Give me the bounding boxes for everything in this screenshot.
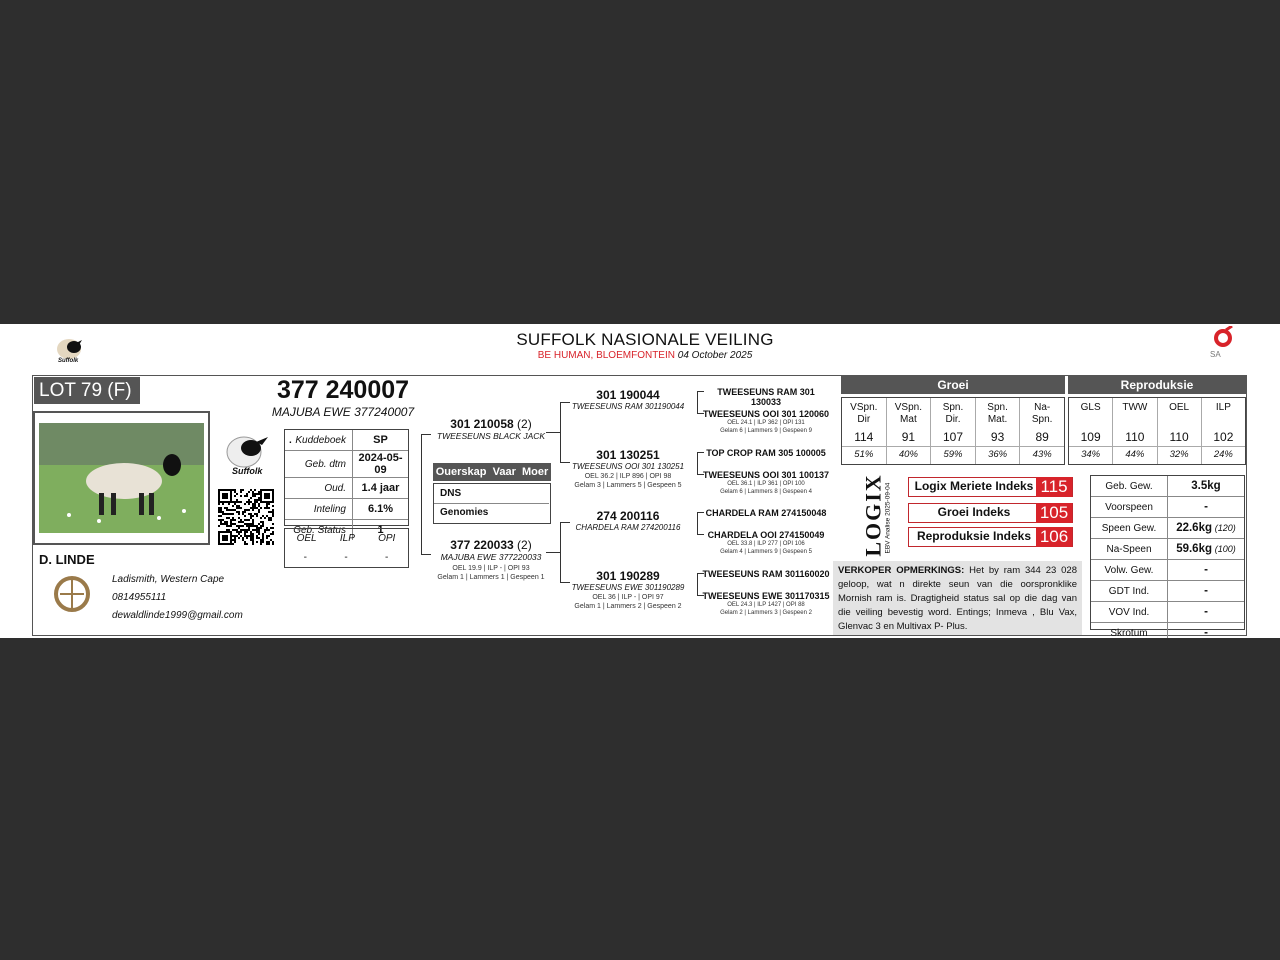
breeder-phone: 0814955111 — [112, 592, 167, 603]
pedigree-gen2-1 — [563, 388, 693, 411]
date: 04 October 2025 — [677, 350, 753, 361]
weight-extra: (120) — [1214, 523, 1236, 533]
weight-label: Na-Speen — [1091, 539, 1168, 560]
details-label-text: Oud. — [324, 482, 346, 494]
ebv-accuracy: 43% — [1032, 449, 1052, 460]
pedigree-gen3-5 — [702, 508, 830, 518]
ebv-accuracy: 32% — [1169, 449, 1189, 460]
ebv-repro-col — [1112, 398, 1156, 464]
pedigree-gen3-6 — [702, 530, 830, 556]
weight-cell — [1168, 497, 1245, 518]
ebv-accuracy: 24% — [1213, 449, 1233, 460]
dam-id: 377 220033 — [450, 538, 514, 552]
index-value: 105 — [1036, 503, 1072, 523]
gen3-name: TWEESEUNS OOI 301 120060 — [702, 409, 830, 419]
sa-logo-text: SA — [1210, 350, 1221, 359]
ebv-header: Spn. — [942, 402, 964, 413]
logix-index-1 — [908, 477, 1073, 497]
details-label-text: Inteling — [313, 503, 346, 515]
parentage-box — [433, 483, 551, 524]
details-dot: . — [289, 434, 292, 446]
ebv-accuracy: 51% — [854, 449, 874, 460]
dam-stats: OEL 19.9 | ILP - | OPI 93 — [452, 565, 530, 572]
gen3-name: TWEESEUNS RAM 301160020 — [702, 569, 830, 579]
pedigree-gen2-4 — [563, 569, 693, 611]
gen3-name: TWEESEUNS OOI 301 100137 — [702, 470, 830, 480]
weight-row — [1091, 518, 1244, 539]
ilp-header: ILP — [339, 533, 355, 544]
weight-row — [1091, 560, 1244, 581]
sire-count: (2) — [517, 417, 532, 431]
ebv-header: ILP — [1215, 402, 1231, 413]
details-row — [285, 499, 408, 520]
weight-row — [1091, 539, 1244, 560]
weights-table — [1090, 475, 1245, 638]
ebv-header: TWW — [1122, 402, 1148, 413]
weight-value: - — [1204, 501, 1208, 513]
gen2-2-name: TWEESEUNS OOI 301 130251 — [571, 462, 685, 471]
gen2-4-name: TWEESEUNS EWE 301190289 — [571, 583, 685, 592]
weight-value: 59.6kg — [1176, 543, 1212, 555]
weight-row — [1091, 623, 1244, 639]
weight-label: Speen Gew. — [1091, 518, 1168, 539]
pedigree-gen3-7 — [702, 569, 830, 579]
parentage-dns: DNS — [440, 488, 462, 499]
pedigree-gen2-3 — [563, 509, 693, 532]
details-label — [285, 478, 353, 499]
sire-name: TWEESEUNS BLACK JACK — [436, 431, 546, 441]
ebv-groei-col — [886, 398, 931, 464]
ebv-value: 110 — [1113, 428, 1156, 447]
ebv-value: 107 — [931, 428, 975, 447]
weight-cell — [1168, 623, 1245, 639]
ebv-value: 109 — [1069, 428, 1112, 447]
weight-row — [1091, 476, 1244, 497]
weight-label: VOV Ind. — [1091, 602, 1168, 623]
weight-cell — [1168, 581, 1245, 602]
gen3-name: CHARDELA RAM 274150048 — [705, 508, 827, 518]
weight-label: Geb. Gew. — [1091, 476, 1168, 497]
ebv-header: Na- — [1034, 402, 1051, 413]
remarks-text: Het by ram 344 23 028 geloop, wat n direkte seun van die oorspronklike Mornish ram is. Dragtigheid status sal op die dag van die veiling bevestig word. Entings; Inmeva , Blu Vax, Glenvac 3 en Multivax P- Plus. — [838, 565, 1077, 632]
logix-index-3 — [908, 527, 1073, 547]
lot-label: LOT 79 (F) — [34, 377, 140, 404]
sheep-photo — [39, 423, 204, 533]
logix-analysis: EBV Analise 2025-09-04 — [884, 482, 892, 554]
weight-value: - — [1204, 585, 1208, 597]
oel-header: OEL — [296, 533, 317, 544]
ebv-repro-box — [1068, 397, 1246, 465]
pedigree-gen3-3 — [702, 448, 830, 458]
ebv-accuracy: 34% — [1081, 449, 1101, 460]
oel-ilp-opi-box — [284, 528, 409, 568]
suffolk-breed-logo — [220, 430, 276, 476]
details-label — [285, 451, 353, 478]
logix-brand: LOGIX — [860, 473, 886, 557]
ebv-groei-col — [930, 398, 975, 464]
qr-code — [218, 489, 274, 545]
index-label: Logix Meriete Indeks — [914, 479, 1034, 493]
index-label: Groei Indeks — [937, 505, 1011, 519]
index-value: 106 — [1036, 527, 1072, 547]
index-label: Reproduksie Indeks — [916, 529, 1032, 543]
gen3-stats: OEL 36.1 | ILP 361 | OPI 100 — [727, 481, 805, 487]
dam — [426, 538, 556, 582]
parentage-genomies: Genomies — [440, 507, 489, 518]
pedigree-gen2-2 — [563, 448, 693, 490]
opi-header: OPI — [378, 533, 396, 544]
weight-label: Volw. Gew. — [1091, 560, 1168, 581]
details-value: 6.1% — [353, 499, 409, 520]
oel-value: - — [303, 552, 307, 563]
index-value: 115 — [1036, 477, 1072, 497]
weight-value: - — [1204, 606, 1208, 618]
pedigree-gen3-1 — [702, 387, 830, 407]
gen3-stats2: Gelam 4 | Lammers 9 | Gespeen 5 — [720, 549, 812, 555]
lot-card — [0, 324, 1280, 638]
ebv-repro-col — [1069, 398, 1112, 464]
page-title: SUFFOLK NASIONALE VEILING — [516, 330, 774, 349]
breeder-logo — [50, 572, 94, 616]
weight-extra: (100) — [1214, 544, 1236, 554]
ilp-value: - — [344, 552, 348, 563]
details-row — [285, 451, 408, 478]
weight-value: 22.6kg — [1176, 522, 1212, 534]
weight-cell — [1168, 518, 1245, 539]
ebv-groei-col — [975, 398, 1020, 464]
gen3-name: TOP CROP RAM 305 100005 — [706, 448, 826, 458]
weight-label: Skrotum — [1091, 623, 1168, 639]
ebv-value: 114 — [842, 428, 886, 447]
gen2-3-name: CHARDELA RAM 274200116 — [575, 523, 681, 532]
details-label — [285, 430, 353, 451]
ebv-header2: Dir — [857, 414, 871, 425]
suffolk-logo-text: Suffolk — [58, 358, 79, 364]
weight-value: - — [1204, 627, 1208, 638]
ebv-header: OEL — [1169, 402, 1190, 413]
weight-cell — [1168, 476, 1245, 497]
gen3-stats: OEL 24.3 | ILP 1427 | OPI 88 — [727, 602, 805, 608]
gen2-4-stats2: Gelam 1 | Lammers 2 | Gespeen 2 — [574, 603, 682, 610]
ebv-accuracy: 36% — [988, 449, 1008, 460]
ebv-repro-col — [1157, 398, 1201, 464]
gen2-2-id: 301 130251 — [596, 448, 660, 462]
suffolk-logo-top — [54, 332, 86, 364]
dam-stats2: Gelam 1 | Lammers 1 | Gespeen 1 — [437, 574, 545, 581]
dam-name: MAJUBA EWE 377220033 — [440, 552, 542, 562]
details-label-text: Geb. Status — [293, 524, 346, 536]
breeder-email: dewaldlinde1999@gmail.com — [112, 610, 243, 621]
gen3-name: CHARDELA OOI 274150049 — [707, 530, 825, 540]
ebv-accuracy: 59% — [943, 449, 963, 460]
sire-id: 301 210058 — [450, 417, 514, 431]
details-value: 1.4 jaar — [353, 478, 409, 499]
ebv-header: VSpn. — [894, 402, 923, 413]
ebv-header2: Mat. — [987, 414, 1008, 425]
ebv-value: 89 — [1020, 428, 1064, 447]
dam-count: (2) — [517, 538, 532, 552]
gen2-3-id: 274 200116 — [596, 509, 660, 523]
gen3-stats: OEL 24.1 | ILP 362 | OPI 131 — [727, 420, 805, 426]
lot-id: 377 240007 — [276, 376, 410, 404]
weight-row — [1091, 602, 1244, 623]
breeder-name: D. LINDE — [39, 552, 95, 567]
subtitle — [440, 350, 850, 361]
gen3-stats2: Gelam 6 | Lammers 8 | Gespeen 4 — [720, 489, 812, 495]
groei-header: Groei — [841, 376, 1065, 394]
gen3-stats2: Gelam 6 | Lammers 9 | Gespeen 9 — [720, 428, 812, 434]
ebv-value: 110 — [1158, 428, 1201, 447]
weight-label: Voorspeen — [1091, 497, 1168, 518]
details-label-text: Geb. dtm — [304, 458, 346, 470]
gen3-name: TWEESEUNS EWE 301170315 — [702, 591, 830, 601]
weight-value: - — [1204, 564, 1208, 576]
parentage-header: Ouerskap Vaar Moer — [433, 463, 551, 481]
weight-row — [1091, 497, 1244, 518]
ebv-groei-col — [842, 398, 886, 464]
ebv-header2: Dir. — [945, 414, 961, 425]
details-row — [285, 478, 408, 499]
venue: BE HUMAN, BLOEMFONTEIN — [537, 350, 675, 361]
ebv-header: GLS — [1080, 402, 1101, 413]
details-label — [285, 499, 353, 520]
logix-logo — [850, 473, 892, 557]
details-label-text: Kuddeboek — [295, 434, 346, 446]
details-table — [284, 429, 409, 536]
gen2-2-stats2: Gelam 3 | Lammers 5 | Gespeen 5 — [574, 482, 682, 489]
lot-name: MAJUBA EWE 377240007 — [271, 405, 415, 419]
ebv-groei-col — [1019, 398, 1064, 464]
gen2-1-name: TWEESEUNS RAM 301190044 — [571, 402, 685, 411]
suffolk-breed-logo-text: Suffolk — [232, 466, 263, 476]
weight-row — [1091, 581, 1244, 602]
opi-value: - — [384, 552, 389, 563]
seller-remarks — [833, 561, 1082, 635]
sire — [426, 417, 556, 441]
ebv-header: Spn. — [987, 402, 1008, 413]
pedigree-gen3-4 — [702, 470, 830, 496]
details-row — [285, 430, 408, 451]
sheep-photo-frame — [33, 411, 210, 545]
weight-cell — [1168, 602, 1245, 623]
gen3-name: TWEESEUNS RAM 301 130033 — [717, 387, 815, 407]
gen2-2-stats: OEL 36.2 | ILP 896 | OPI 98 — [584, 473, 672, 480]
ebv-header: VSpn. — [850, 402, 878, 413]
reproduksie-header: Reproduksie — [1068, 376, 1246, 394]
logix-index-2 — [908, 503, 1073, 523]
remarks-label: VERKOPER OPMERKINGS: — [838, 565, 965, 576]
weight-cell — [1168, 560, 1245, 581]
ebv-accuracy: 40% — [898, 449, 918, 460]
ebv-accuracy: 44% — [1125, 449, 1145, 460]
gen3-stats: OEL 33.8 | ILP 277 | OPI 106 — [727, 541, 805, 547]
ebv-value: 91 — [887, 428, 931, 447]
ebv-value: 93 — [976, 428, 1020, 447]
details-value: 2024-05-09 — [353, 451, 409, 478]
details-value: SP — [353, 430, 409, 451]
ebv-header2: Mat — [900, 414, 917, 425]
weight-cell — [1168, 539, 1245, 560]
breeder-location: Ladismith, Western Cape — [112, 574, 225, 585]
sa-logo — [1208, 326, 1248, 364]
pedigree-gen3-8 — [702, 591, 830, 617]
ebv-value: 102 — [1202, 428, 1245, 447]
ebv-repro-col — [1201, 398, 1245, 464]
pedigree-gen3-2 — [702, 409, 830, 435]
ebv-groei-box — [841, 397, 1065, 465]
details-value: 1 — [377, 524, 384, 536]
weight-label: GDT Ind. — [1091, 581, 1168, 602]
gen2-4-id: 301 190289 — [596, 569, 660, 583]
ebv-header2: Spn. — [1031, 414, 1053, 425]
gen2-1-id: 301 190044 — [596, 388, 660, 402]
gen2-4-stats: OEL 36 | ILP - | OPI 97 — [592, 594, 664, 601]
gen3-stats2: Gelam 2 | Lammers 3 | Gespeen 2 — [720, 610, 812, 616]
weight-value: 3.5kg — [1191, 480, 1221, 492]
